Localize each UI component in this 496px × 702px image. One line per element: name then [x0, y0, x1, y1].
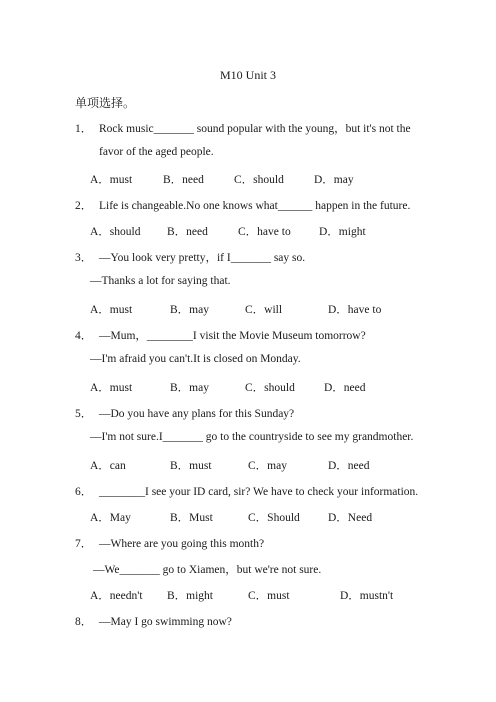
question-text: —May I go swimming now? [99, 616, 232, 628]
option-d: D．might [319, 226, 366, 238]
question-5-continuation: —I'm not sure.I_______ go to the countryside to see my grandmother. [90, 431, 414, 443]
option-d: D．need [324, 382, 366, 394]
option-b: B．Must [170, 512, 213, 524]
question-1 [75, 120, 411, 136]
option-c: C．should [234, 174, 284, 186]
option-c: C．may [248, 460, 287, 472]
option-d: D．Need [328, 512, 373, 524]
question-number: 7． [75, 538, 93, 550]
question-1-continuation: favor of the aged people. [99, 146, 214, 158]
option-a: A．May [90, 512, 131, 524]
question-text: —Do you have any plans for this Sunday? [99, 408, 295, 420]
option-c: C．have to [238, 226, 291, 238]
question-4 [75, 327, 366, 343]
question-text: —Where are you going this month? [99, 538, 265, 550]
question-number: 2． [75, 200, 93, 212]
section-heading: 单项选择。 [75, 96, 136, 110]
option-c: C．should [245, 382, 295, 394]
option-b: B．may [170, 382, 209, 394]
option-b: B．may [170, 304, 209, 316]
question-text: Life is changeable.No one knows what______ happen in the future. [99, 200, 411, 212]
question-number: 8． [75, 616, 93, 628]
question-number: 4． [75, 330, 93, 342]
question-number: 5． [75, 408, 93, 420]
question-text: Rock music_______ sound popular with the young，but it's not the [99, 123, 411, 135]
question-7-continuation: —We_______ go to Xiamen，but we're not sure. [93, 564, 322, 576]
option-c: C．Should [248, 512, 300, 524]
question-4-continuation: —I'm afraid you can't.It is closed on Monday. [90, 353, 301, 365]
question-2 [75, 197, 410, 213]
question-text: —Mum，________I visit the Movie Museum tomorrow? [99, 330, 366, 342]
option-d: D．mustn't [340, 590, 394, 602]
option-a: A．must [90, 382, 133, 394]
option-a: A．must [90, 174, 133, 186]
question-6 [75, 483, 418, 499]
option-b: B．must [170, 460, 212, 472]
question-text: ________I see your ID card, sir? We have to check your information. [99, 486, 419, 498]
question-8 [75, 613, 232, 629]
option-d: D．have to [328, 304, 382, 316]
question-5 [75, 405, 294, 421]
option-a: A．needn't [90, 590, 143, 602]
option-a: A．should [90, 226, 141, 238]
option-b: B．need [163, 174, 204, 186]
question-3 [75, 249, 305, 265]
option-a: A．can [90, 460, 126, 472]
option-d: D．may [314, 174, 354, 186]
option-a: A．must [90, 304, 133, 316]
option-c: C．will [245, 304, 283, 316]
question-7 [75, 535, 264, 551]
question-number: 6． [75, 486, 93, 498]
option-b: B．might [167, 590, 214, 602]
question-number: 3． [75, 252, 93, 264]
question-number: 1． [75, 123, 93, 135]
option-d: D．need [328, 460, 370, 472]
option-b: B．need [167, 226, 208, 238]
question-text: —You look very pretty，if I_______ say so. [99, 252, 306, 264]
question-3-continuation: —Thanks a lot for saying that. [90, 275, 231, 287]
option-c: C．must [248, 590, 290, 602]
page-title: M10 Unit 3 [219, 68, 276, 82]
